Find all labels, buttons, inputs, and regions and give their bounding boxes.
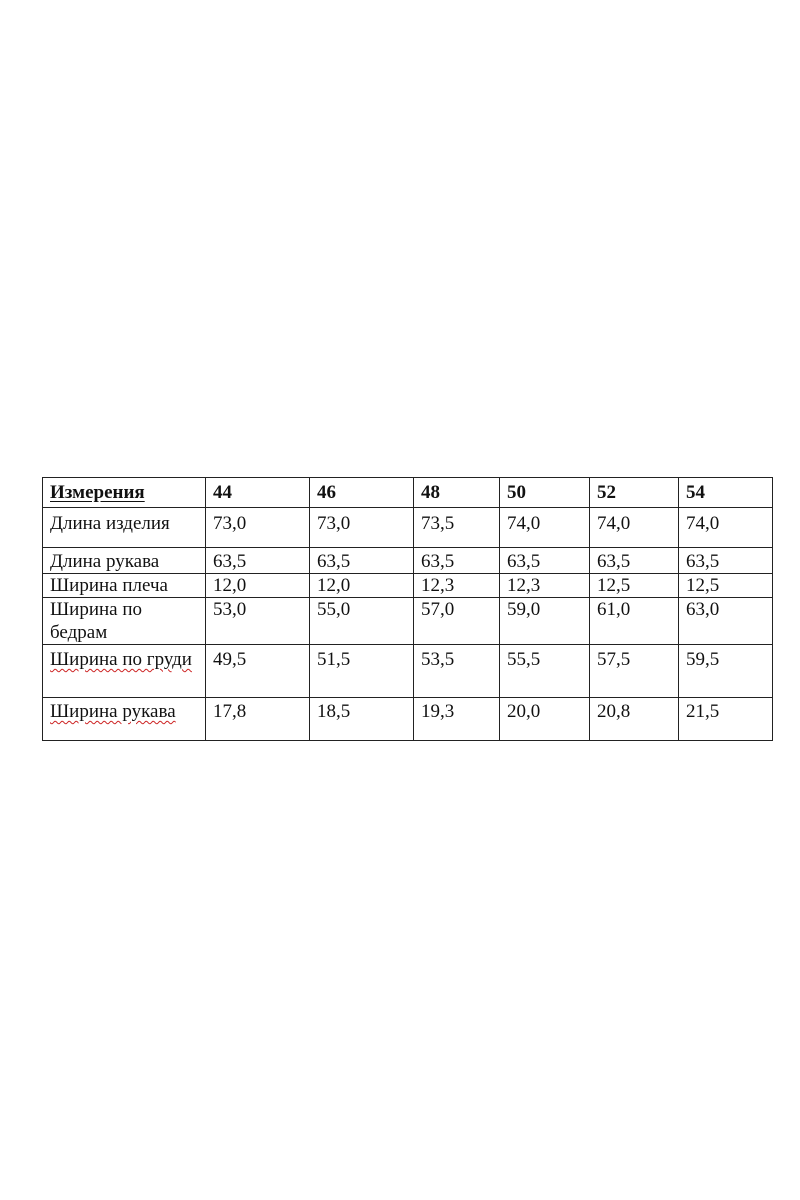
row-label (43, 698, 206, 741)
header-measurements (43, 478, 206, 508)
row-label: Длина рукава (43, 548, 206, 574)
table-cell: 63,5 (590, 548, 679, 574)
table-cell: 57,0 (414, 598, 500, 645)
table-cell: 12,3 (414, 574, 500, 598)
table-cell: 55,0 (310, 598, 414, 645)
table-cell: 63,5 (414, 548, 500, 574)
table-row (43, 548, 773, 574)
header-size-48: 48 (414, 478, 500, 508)
table-cell: 73,0 (310, 508, 414, 548)
row-label: Ширина плеча (43, 574, 206, 598)
table-cell: 59,5 (679, 645, 773, 698)
table-cell: 12,5 (679, 574, 773, 598)
table-cell: 49,5 (206, 645, 310, 698)
table-cell: 12,0 (206, 574, 310, 598)
table-row (43, 698, 773, 741)
table-cell: 55,5 (500, 645, 590, 698)
table-cell: 18,5 (310, 698, 414, 741)
table-cell: 63,5 (500, 548, 590, 574)
table-cell: 61,0 (590, 598, 679, 645)
size-chart (42, 477, 772, 741)
table-cell: 59,0 (500, 598, 590, 645)
table-cell: 74,0 (500, 508, 590, 548)
table-cell: 63,5 (310, 548, 414, 574)
table-cell: 20,0 (500, 698, 590, 741)
table-cell: 57,5 (590, 645, 679, 698)
row-label-text: Ширина рукава (50, 701, 176, 722)
table-cell: 74,0 (590, 508, 679, 548)
table-cell: 53,0 (206, 598, 310, 645)
table-cell: 63,5 (206, 548, 310, 574)
row-label: Ширина по бедрам (43, 598, 206, 645)
header-size-44: 44 (206, 478, 310, 508)
table-cell: 19,3 (414, 698, 500, 741)
row-label: Длина изделия (43, 508, 206, 548)
table-cell: 12,3 (500, 574, 590, 598)
table-cell: 53,5 (414, 645, 500, 698)
table-cell: 63,5 (679, 548, 773, 574)
table-row (43, 574, 773, 598)
header-size-46: 46 (310, 478, 414, 508)
table-row (43, 645, 773, 698)
table-cell: 51,5 (310, 645, 414, 698)
header-row (43, 478, 773, 508)
size-table (42, 477, 773, 741)
row-label-text: Ширина по груди (50, 649, 192, 670)
table-cell: 74,0 (679, 508, 773, 548)
table-cell: 21,5 (679, 698, 773, 741)
table-row (43, 598, 773, 645)
table-cell: 73,5 (414, 508, 500, 548)
table-cell: 12,0 (310, 574, 414, 598)
header-size-52: 52 (590, 478, 679, 508)
table-cell: 73,0 (206, 508, 310, 548)
table-row (43, 508, 773, 548)
table-cell: 20,8 (590, 698, 679, 741)
row-label (43, 645, 206, 698)
header-measurements-label: Измерения (50, 482, 145, 503)
table-cell: 63,0 (679, 598, 773, 645)
header-size-54: 54 (679, 478, 773, 508)
table-cell: 12,5 (590, 574, 679, 598)
header-size-50: 50 (500, 478, 590, 508)
table-cell: 17,8 (206, 698, 310, 741)
